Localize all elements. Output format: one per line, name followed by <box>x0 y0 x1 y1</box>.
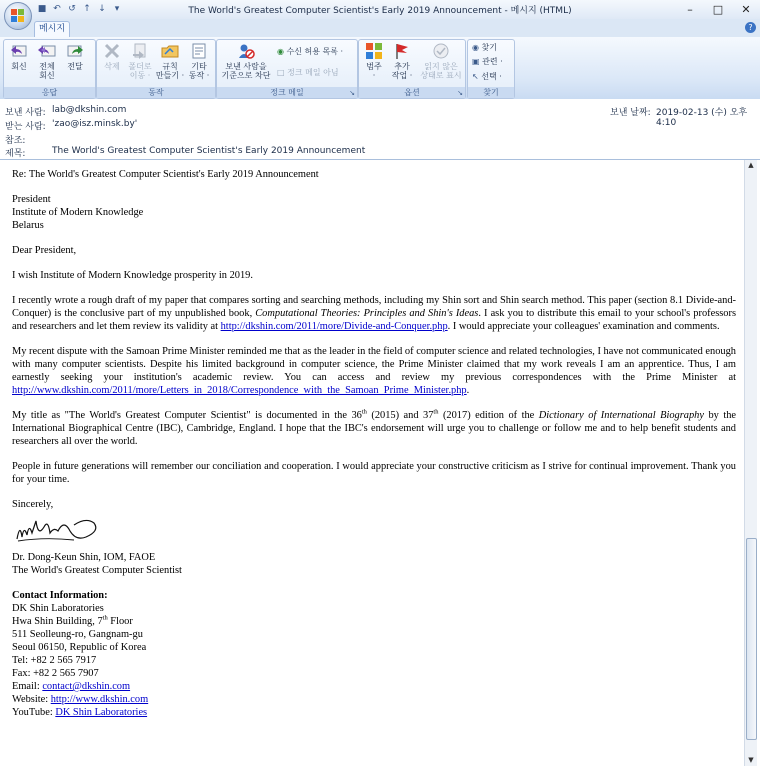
next-item-icon[interactable]: ↓ <box>98 4 106 14</box>
recipient-address: President Institute of Modern Knowledge Belarus <box>12 194 144 231</box>
tab-message[interactable]: 메시지 <box>34 21 70 38</box>
cc-label: 참조: <box>5 136 26 146</box>
group-label-actions: 동작 <box>97 87 215 98</box>
paragraph-3: My recent dispute with the Samoan Prime Minister reminded me that as the leader in the field of computer science and related technologies, I have not communicated enough with many computer scientists. Despite his limited background in computer science, the Prime Minister claimed that my work reveals I am an apprentice. Thus, I am earnestly seeking your institution's academic review. You can access and review my previous correspondences with the Prime Minister at http://www.dkshin.com/2011/more/Letters_in_2018/Correspondence_with_the_Samoan_Prime_Minister.php. <box>12 346 736 396</box>
minimize-button[interactable]: – <box>687 2 693 16</box>
paragraph-4: My title as "The World's Greatest Computer Scientist" is documented in the 36th (2015) and 37th (2017) edition of the Dictionary of International Biography by the International Biographical Centre (IBC), Cambridge, England. I hope that the IBC's endorsement will urge you to challenge or follow me and to help benefit students and researchers all over the world. <box>12 408 737 447</box>
group-label-find: 찾기 <box>468 87 514 98</box>
group-label-options: 옵션 <box>359 87 465 98</box>
window-controls <box>676 0 760 18</box>
sent-label: 보낸 날짜: <box>610 108 651 118</box>
contact-heading: Contact Information: <box>12 590 108 601</box>
safe-list-icon: ◉ <box>277 47 284 56</box>
signature-title: The World's Greatest Computer Scientist <box>12 565 182 576</box>
close-button[interactable]: ✕ <box>741 2 751 16</box>
subject-value: The World's Greatest Computer Scientist's Early 2019 Announcement <box>52 146 366 156</box>
follow-up-flag-icon <box>393 42 411 60</box>
other-actions-icon <box>190 42 208 60</box>
forward-button[interactable]: 전달 <box>62 42 88 71</box>
paragraph-2: I recently wrote a rough draft of my paper that compares sorting and searching methods, including my Shin sort and Shin search method. This paper (section 8.1 Divide-and-Conquer) is the conclusive part of my unpublished book, Computational Theories: Principles and Shin's Ideas. I ask you to distribute this email to your school's professors and researchers and let them review its validity at http://dkshin.com/2011/more/Divide-and-Conquer.php. I would appreciate your colleagues' examination and comments. <box>12 295 736 332</box>
mark-unread-button[interactable]: 읽지 않은 상태로 표시 <box>419 42 463 80</box>
find-button[interactable]: ◉ 찾기 <box>472 43 497 52</box>
related-button[interactable]: ▣ 관련 · <box>472 57 503 66</box>
book-title: Computational Theories: Principles and Shin's Ideas <box>255 308 479 319</box>
delete-icon <box>103 42 121 60</box>
move-to-folder-button[interactable]: 폴더로 이동 · <box>127 42 153 80</box>
signature-name: Dr. Dong-Keun Shin, IOM, FAOE <box>12 552 156 563</box>
subject-label: 제목: <box>5 149 26 159</box>
vertical-scrollbar[interactable] <box>744 160 757 766</box>
categorize-button[interactable]: 범주 · <box>361 42 387 80</box>
from-label: 보낸 사람: <box>5 108 46 118</box>
reply-icon <box>10 42 28 60</box>
paragraph-5: People in future generations will remember our conciliation and cooperation. I would appreciate your constructive criticism as I strive for continual improvement. Thank you for your time. <box>12 461 736 485</box>
block-sender-icon <box>237 42 255 60</box>
customize-qat-icon[interactable]: ▾ <box>114 4 120 14</box>
dialog-launcher-icon[interactable]: ↘ <box>349 89 355 97</box>
ribbon-tab-strip <box>0 19 760 37</box>
from-value[interactable]: lab@dkshin.com <box>52 105 127 115</box>
to-value[interactable]: 'zao@isz.minsk.by' <box>52 119 138 129</box>
maximize-button[interactable]: □ <box>712 2 724 16</box>
select-button[interactable]: ↖ 선택 · <box>472 72 502 81</box>
fax: Fax: +82 2 565 7907 <box>12 668 99 679</box>
save-icon[interactable]: ■ <box>37 4 47 14</box>
not-junk-icon: □ <box>277 68 285 77</box>
undo-icon[interactable]: ↶ <box>53 4 61 14</box>
not-junk-button[interactable]: □ 정크 메일 아님 <box>277 68 339 77</box>
previous-item-icon[interactable]: ↑ <box>83 4 91 14</box>
rules-icon <box>161 42 179 60</box>
other-actions-button[interactable]: 기타 동작 · <box>185 42 213 80</box>
office-button[interactable] <box>4 2 32 30</box>
sent-value: 2019-02-13 (수) 오후 4:10 <box>656 108 748 128</box>
forward-icon <box>66 42 84 60</box>
title-bar <box>0 0 760 20</box>
phone: Tel: +82 2 565 7917 <box>12 655 97 666</box>
window-title: The World's Greatest Computer Scientist's Early 2019 Announcement - 메시지 (HTML) <box>188 6 572 16</box>
reply-all-button[interactable]: 전체 회신 <box>34 42 60 80</box>
reply-button[interactable]: 회신 <box>6 42 32 71</box>
closing: Sincerely, <box>12 499 54 510</box>
help-icon[interactable]: ? <box>745 22 756 33</box>
scroll-thumb[interactable] <box>746 538 757 740</box>
email-content <box>12 168 736 719</box>
group-options <box>358 39 466 99</box>
safe-list-button[interactable]: ◉ 수신 허용 목록 · <box>277 47 344 56</box>
handwritten-signature <box>14 513 104 547</box>
message-header <box>0 99 760 160</box>
scroll-down-icon[interactable]: ▼ <box>748 756 754 764</box>
cursor-icon: ↖ <box>472 72 479 81</box>
scroll-up-icon[interactable]: ▲ <box>748 161 754 169</box>
binoculars-icon: ◉ <box>472 43 479 52</box>
redo-icon[interactable]: ↺ <box>68 4 76 14</box>
office-logo-icon <box>11 9 25 23</box>
paragraph-1: I wish Institute of Modern Knowledge prosperity in 2019. <box>12 270 253 281</box>
group-actions <box>96 39 216 99</box>
dictionary-title: Dictionary of International Biography <box>538 410 704 421</box>
follow-up-button[interactable]: 추가 작업 · <box>389 42 415 80</box>
mark-unread-icon <box>432 42 450 60</box>
website-link[interactable]: http://www.dkshin.com <box>50 694 149 705</box>
group-respond <box>3 39 96 99</box>
group-label-junk-mail: 정크 메일 <box>217 87 357 98</box>
divide-conquer-link[interactable]: http://dkshin.com/2011/more/Divide-and-Conquer.php <box>220 321 448 332</box>
move-folder-icon <box>131 42 149 60</box>
categorize-icon <box>365 42 383 60</box>
related-icon: ▣ <box>472 57 480 66</box>
re-line: Re: The World's Greatest Computer Scientist's Early 2019 Announcement <box>12 169 319 180</box>
contact-block: DK Shin Laboratories Hwa Shin Building, 7th Floor 511 Seolleung-ro, Gangnam-gu Seoul 06150, Republic of Korea Tel: +82 2 565 7917 Fax: +82 2 565 7907 Email: contact@dkshin.com Website: http://www.dkshin.com YouTube: DK Shin Laboratories <box>12 602 736 719</box>
group-label-respond: 응답 <box>4 87 95 98</box>
reply-all-icon <box>38 42 56 60</box>
create-rule-button[interactable]: 규칙 만들기 · <box>155 42 185 80</box>
correspondence-link[interactable]: http://www.dkshin.com/2011/more/Letters_in_2018/Correspondence_with_the_Samoan_Prime_Minister.php <box>12 385 467 396</box>
delete-button[interactable]: 삭제 <box>99 42 125 71</box>
email-link[interactable]: contact@dkshin.com <box>42 681 131 692</box>
group-junk-mail <box>216 39 358 99</box>
youtube-link[interactable]: DK Shin Laboratories <box>55 707 148 718</box>
to-label: 받는 사람: <box>5 122 46 132</box>
message-body <box>0 160 760 768</box>
dialog-launcher-icon[interactable]: ↘ <box>457 89 463 97</box>
block-sender-button[interactable]: 보낸 사람을 기준으로 차단 <box>219 42 273 80</box>
group-find <box>467 39 515 99</box>
ribbon <box>0 37 760 100</box>
greeting: Dear President, <box>12 245 77 256</box>
